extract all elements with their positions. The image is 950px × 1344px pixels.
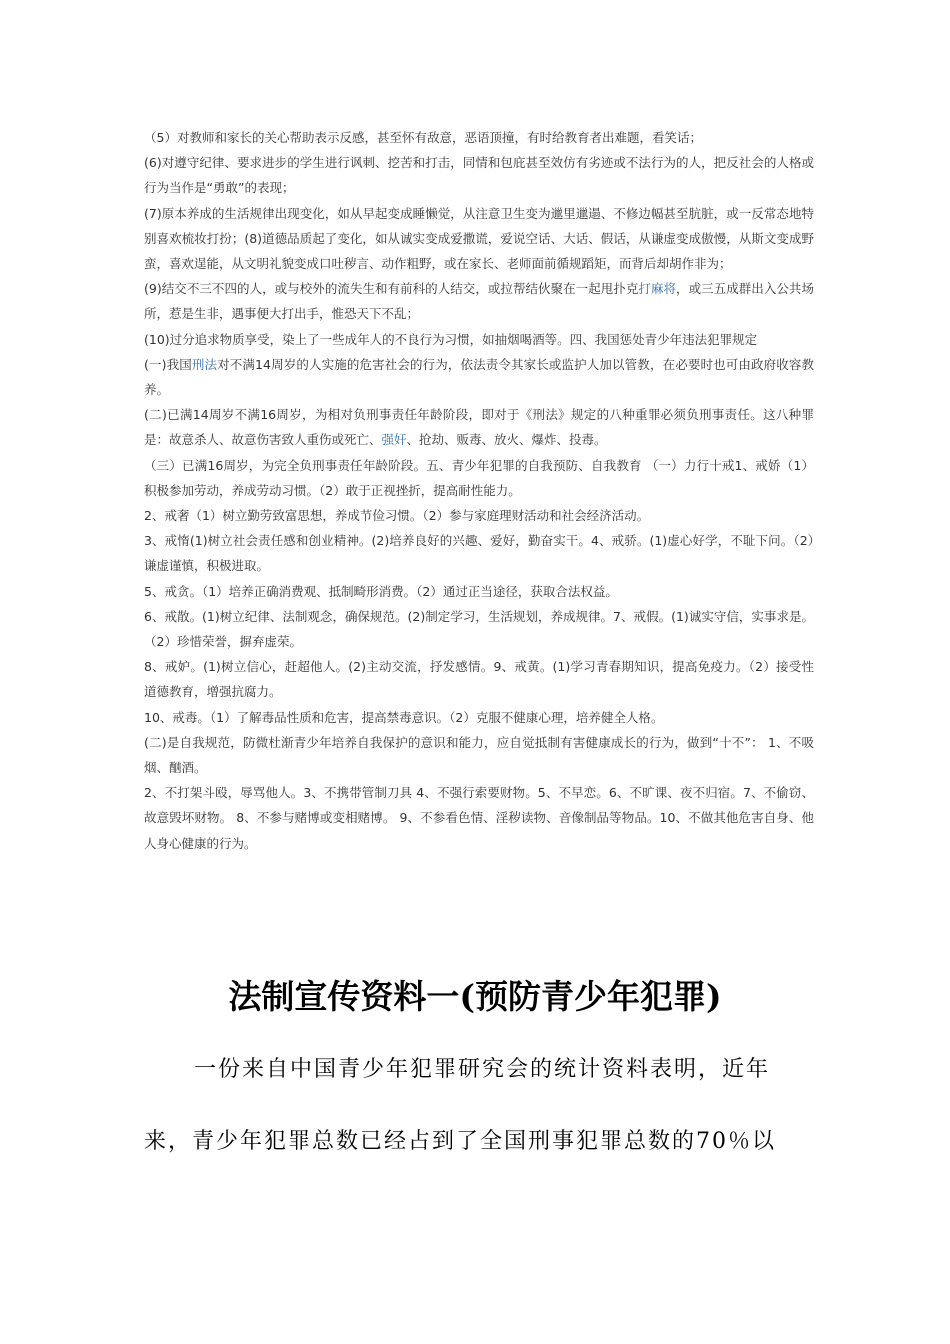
paragraph-law-2-after: 、抢劫、贩毒、放火、爆炸、投毒。	[406, 432, 607, 448]
paragraph-law-1-before: (一)我国	[144, 356, 192, 372]
paragraph-rule-10: 10、戒毒。（1）了解毒品性质和危害，提高禁毒意识。（2）克服不健康心理，培养健全人格。	[144, 709, 664, 725]
paragraph-9	[144, 276, 814, 326]
document-title: 法制宣传资料一(预防青少年犯罪)	[228, 977, 722, 1016]
paragraph-9-text-after: ，或三五成群出入公共场所，惹是生非，遇事便大打出手，惟恐天下不乱；	[144, 281, 814, 322]
paragraph-ten-nos: 2、不打架斗殴，辱骂他人。3、不携带管制刀具 4、不强行索要财物。5、不早恋。6、不旷课、夜不归宿。7、不偷窃、故意毁坏财物。 8、不参与赌博或变相赌博。 9、不参看色情、淫秽读物、音像制品等物品。10、不做其他危害自身、他人身心健康的行为。	[144, 785, 814, 851]
link-rape[interactable]: 强奸	[381, 432, 407, 448]
body-text-line-1: 一份来自中国青少年犯罪研究会的统计资料表明，近年	[194, 1057, 771, 1082]
paragraph-9-text-before: (9)结交不三不四的人，或与校外的流失生和有前科的人结交，或拉帮结伙聚在一起甩扑克	[144, 281, 639, 297]
paragraph-10: (10)过分追求物质享受，染上了一些成年人的不良行为习惯，如抽烟喝酒等。四、我国惩处青少年违法犯罪规定	[144, 331, 758, 347]
paragraph-rule-3-4: 3、戒惰(1)树立社会责任感和创业精神。(2)培养良好的兴趣、爱好，勤奋实干。4、戒骄。(1)虚心好学，不耻下问。（2）谦虚谨慎，积极进取。	[144, 533, 814, 574]
link-mahjong[interactable]: 打麻将	[638, 281, 677, 297]
paragraph-self-norms: (二)是自我规范，防微杜渐青少年培养自我保护的意识和能力，应自觉抵制有害健康成长的行为，做到“十不”： 1、不吸烟、酗酒。	[144, 734, 814, 776]
body-text-line-2: 来，青少年犯罪总数已经占到了全国刑事犯罪总数的70％以	[144, 1129, 776, 1154]
paragraph-law-1-after: 对不满14周岁的人实施的危害社会的行为，依法责令其家长或监护人加以管教，在必要时也可由政府收容教养。	[144, 356, 814, 398]
paragraph-6: (6)对遵守纪律、要求进步的学生进行讽刺、挖苦和打击，同情和包庇甚至效仿有劣迹或不法行为的人，把反社会的人格或行为当作是“勇敢”的表现；	[144, 155, 814, 196]
paragraph-law-3: （三）已满16周岁，为完全负刑事责任年龄阶段。五、青少年犯罪的自我预防、自我教育 （一）力行十戒1、戒娇（1）积极参加劳动，养成劳动习惯。（2）敢于正视挫折，提高耐性能力。	[144, 457, 814, 498]
paragraph-rule-2: 2、戒奢（1）树立勤劳致富思想，养成节俭习惯。（2）参与家庭理财活动和社会经济活动。	[144, 508, 650, 524]
paragraph-law-2-before: (二)已满14周岁不满16周岁，为相对负刑事责任年龄阶段，即对于《刑法》规定的八种重罪必须负刑事责任。这八种罪是：故意杀人、故意伤害致人重伤或死亡、	[144, 407, 814, 448]
paragraph-7-8: (7)原本养成的生活规律出现变化，如从早起变成睡懒觉，从注意卫生变为邋里邋遢、不修边幅甚至肮脏，或一反常态地特别喜欢梳妆打扮；(8)道德品质起了变化，如从诚实变成爱撒谎，爱说空话、大话、假话，从谦虚变成傲慢，从斯文变成野蛮，喜欢逞能，从文明礼貌变成口吐秽言、动作粗野，或在家长、老师面前循规蹈矩，而背后却胡作非为；	[144, 205, 814, 272]
paragraph-rule-8-9: 8、戒妒。(1)树立信心，赶超他人。(2)主动交流，抒发感情。9、戒黄。(1)学习青春期知识，提高免疫力。（2）接受性道德教育，增强抗腐力。	[144, 659, 814, 700]
paragraph-rule-5: 5、戒贪。（1）培养正确消费观、抵制畸形消费。（2）通过正当途径，获取合法权益。	[144, 583, 618, 599]
paragraph-law-2	[144, 402, 814, 452]
paragraph-law-1	[144, 352, 814, 402]
link-criminal-law[interactable]: 刑法	[191, 356, 218, 372]
paragraph-rule-6-7: 6、戒散。(1)树立纪律、法制观念，确保规范。(2)制定学习，生活规划，养成规律。7、戒假。(1)诚实守信，实事求是。（2）珍惜荣誉，摒弃虚荣。	[144, 608, 814, 650]
article-text-block	[144, 125, 814, 856]
paragraph-5: （5）对教师和家长的关心帮助表示反感，甚至怀有敌意，恶语顶撞，有时给教育者出难题，看笑话；	[144, 130, 702, 145]
